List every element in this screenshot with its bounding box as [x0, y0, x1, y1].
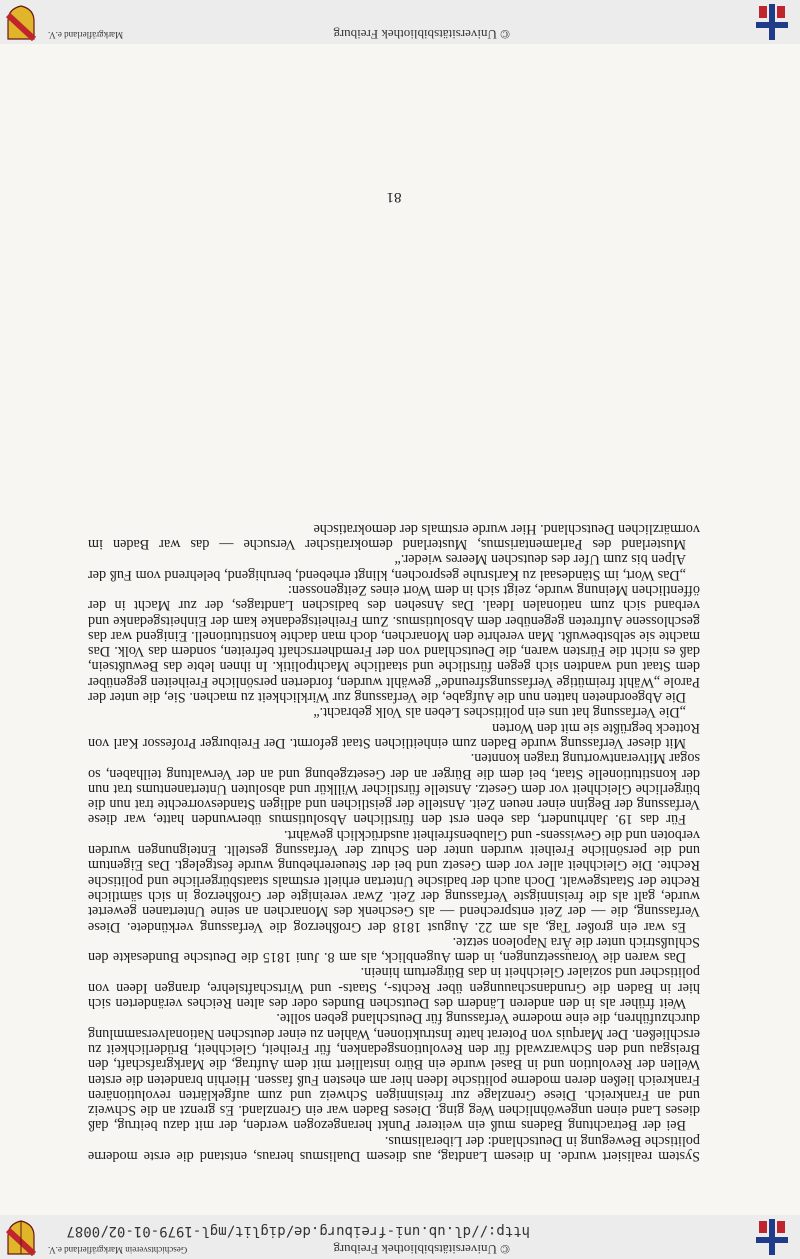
book-page [0, 44, 800, 1215]
library-credit: © Universitätsbibliothek Freiburg [333, 27, 510, 42]
society-name: Markgräflerland e.V. [48, 30, 124, 40]
document-url-link[interactable]: http://dl.ub.uni-freiburg.de/diglit/mgl-1979-01-02/0087 [66, 1223, 530, 1239]
paragraph: Das waren die Voraussetzungen, in dem Augenblick, als am 8. Juni 1815 die Deutsche Bundesakte den Schlußstrich unter die Ära Napoleon setzte. [88, 933, 700, 966]
page-number: 81 [386, 189, 402, 205]
viewer-footer-bar [0, 0, 800, 44]
quotation: „Das Wort, im Ständesaal zu Karlsruhe gesprochen, klingt erhebend, beruhigend, belehrend vom Fuß der Alpen bis zum Ufer des deutschen Meeres wieder.“ [88, 551, 686, 583]
markgraeflerland-crest-icon [6, 5, 36, 41]
paragraph: System realisiert wurde. In diesem Landtag, aus diesem Dualismus heraus, entstand die erste moderne politische Bewegung in Deutschland: der Liberalismus. [88, 1132, 700, 1164]
society-name: Geschichtsverein Markgräflerland e.V. [48, 1245, 188, 1255]
paragraph: Musterland des Parlamentarismus, Musterland demokratischer Versuche — das war Baden im vormärzlichen Deutschland. Hier wurde erstmals der demokratische [88, 520, 700, 553]
paragraph: Mit dieser Verfassung wurde Baden zum einheitlichen Staat geformt. Der Freiburger Professor Karl von Rotteck begrüßte sie mit den Worten [88, 719, 700, 751]
ub-freiburg-logo-icon [752, 2, 792, 42]
library-credit: © Universitätsbibliothek Freiburg [333, 1242, 510, 1257]
paragraph: Bei der Betrachtung Badens muß ein weiterer Punkt herangezogen werden, der mit dazu beitrug, daß dieses Land einen ungewöhnlichen Weg ging. Dieses Baden war ein Grenzland. Es grenzt an die Schweiz und an Frankreich. Diese Grenzlage zur freisinnigen Schweiz und zum aufgeklärten revolutionären Frankreich ließen deren moderne politische Ideen hier am ehesten Fuß fassen. Hierhin brandeten die ersten Wellen der Revolution und in Basel wurde ein Büro installiert mit dem Auftrag, die Markgrafschaft, den Breisgau und den Schwarzwald für den Revolutionsgedanken, für Freiheit, Gleichheit, Brüderlichkeit zu erschließen. Der Marquis von Poterat hatte Instruktionen, Wahlen zu einer deutschen Nationalversammlung durchzuführen, die eine moderne Verfassung für Deutschland geben sollte. [88, 1010, 700, 1134]
viewer-header-bar [0, 1215, 800, 1259]
markgraeflerland-crest-icon [6, 1220, 36, 1256]
paragraph: Weit früher als in den anderen Ländern des Deutschen Bundes oder des alten Reiches veränderten sich hier in Baden die Grundanschauungen über Rechts-, Staats- und Wirtschaftslehre, drangen Ideen von politischer und sozialer Gleichheit in das Bürgertum hinein. [88, 964, 700, 1012]
paragraph: Für das 19. Jahrhundert, das eben erst den fürstlichen Absolutismus überwunden hatte, war diese Verfassung der Beginn einer neuen Zeit. Anstelle der geistlichen und adligen Standesvorrechte trat nun die bürgerliche Gleichheit vor dem Gesetz. Anstelle fürstlicher Willkür und absoluten Untertanentums trat nun der konstitutionelle Staat, bei dem die Bürger an der Gesetzgebung und an der Verwaltung teilhaben, so sogar Mitverantwortung tragen konnten. [88, 750, 700, 828]
ub-freiburg-logo-icon [752, 1217, 792, 1257]
paragraph: Die Abgeordneten hatten nun die Aufgabe, die Verfassung zur Wirklichkeit zu machen. Sie, die unter der Parole „Wählt freimütige Verfassungsfreunde“ gewählt wurden, forderten persönliche Freiheiten gegenüber dem Staat und wandten sich gegen fürstliche und staatliche Machtpolitik. In ihnen lebte das Bewußtsein, daß es nicht die Fürsten waren, die Deutschland von der Fremdherrschaft befreiten, sondern das Volk. Das machte sie selbstbewußt. Man verehrte den Monarchen, doch man dachte konstitutionell. Einigend war das geschlossene Auftreten gegenüber dem Absolutismus. Zum Freiheitsgedanke kam der Einheitsgedanke und verband sich zum nationalen Ideal. Das Ansehen des badischen Landtages, der zur Macht in der öffentlichen Meinung wurde, zeigt sich in dem Wort eines Zeitgenossen: [88, 582, 700, 706]
paragraph: Es war ein großer Tag, als am 22. August 1818 der Großherzog die Verfassung verkündete. Diese Verfassung, die — der Zeit entsprechend — als Geschenk des Monarchen an seine Untertanen gewertet wurde, galt als die freisinnigste Verfassung der Zeit. Zwar vereinigte der Großherzog in sich sämtliche Rechte der Staatsgewalt. Doch auch der badische Untertan erhielt erstmals staatsbürgerliche und politische Rechte. Die Gleichheit aller vor dem Gesetz und bei der Steuererhebung wurde festgelegt. Das Eigentum und die persönliche Freiheit wurden unter den Schutz der Verfassung gestellt. Enteignungen wurden verboten und die Gewissens- und Glaubensfreiheit ausdrücklich gewährt. [88, 826, 700, 935]
page-body-text [88, 521, 700, 1163]
quotation: „Die Verfassung hat uns ein politisches Leben als Volk gebracht.“ [313, 704, 686, 721]
